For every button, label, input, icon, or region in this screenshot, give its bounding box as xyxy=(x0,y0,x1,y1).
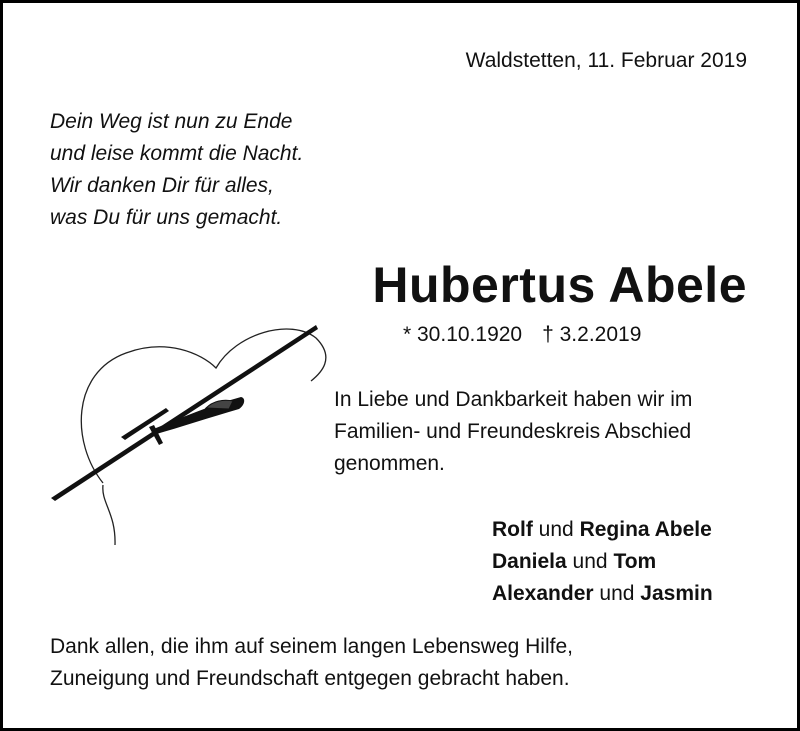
family-name: Jasmin xyxy=(640,582,713,605)
family-line xyxy=(492,578,713,610)
family-name: Rolf xyxy=(492,518,533,541)
conjunction: und xyxy=(572,550,608,573)
deceased-name: Hubertus Abele xyxy=(372,257,747,313)
poem-line: und leise kommt die Nacht. xyxy=(50,142,304,165)
family-line xyxy=(492,546,713,578)
poem-line: was Du für uns gemacht. xyxy=(50,206,283,229)
birth-date: * 30.10.1920 xyxy=(403,323,523,346)
glider-heart-icon xyxy=(41,313,331,553)
conjunction: und xyxy=(538,518,574,541)
poem xyxy=(50,106,303,234)
statement-line: In Liebe und Dankbarkeit haben wir im xyxy=(334,388,693,411)
farewell-statement xyxy=(334,384,774,480)
death-date: † 3.2.2019 xyxy=(542,323,642,346)
thanks-line: Dank allen, die ihm auf seinem langen Lebensweg Hilfe, xyxy=(50,635,573,658)
family-name: Regina Abele xyxy=(579,518,712,541)
conjunction: und xyxy=(599,582,635,605)
thanks-note xyxy=(50,631,573,695)
statement-line: genommen. xyxy=(334,452,445,475)
poem-line: Wir danken Dir für alles, xyxy=(50,174,274,197)
family-name: Daniela xyxy=(492,550,567,573)
family-line xyxy=(492,514,713,546)
place-date: Waldstetten, 11. Februar 2019 xyxy=(465,49,747,72)
statement-line: Familien- und Freundeskreis Abschied xyxy=(334,420,692,443)
family-list xyxy=(492,514,713,610)
life-dates xyxy=(403,323,641,347)
family-name: Alexander xyxy=(492,582,594,605)
thanks-line: Zuneigung und Freundschaft entgegen gebracht haben. xyxy=(50,667,570,690)
family-name: Tom xyxy=(613,550,657,573)
poem-line: Dein Weg ist nun zu Ende xyxy=(50,110,293,133)
